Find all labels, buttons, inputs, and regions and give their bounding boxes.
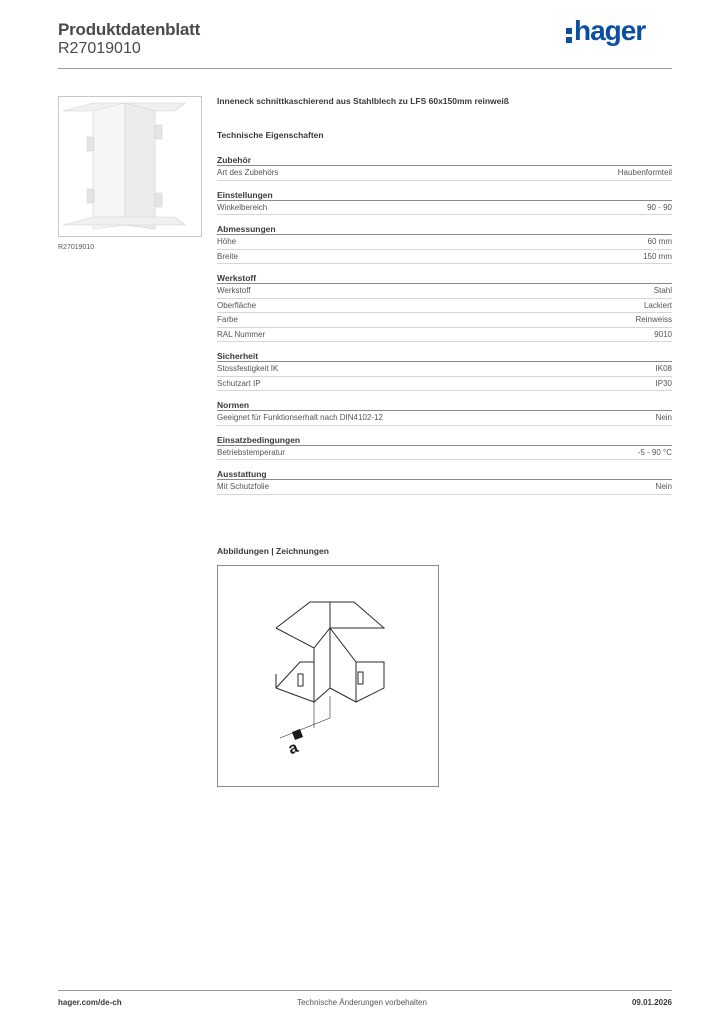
- spec-label: Oberfläche: [217, 300, 257, 310]
- spec-group-title: Einsatzbedingungen: [217, 434, 672, 446]
- spec-row: [217, 201, 672, 216]
- spec-group-title: Normen: [217, 399, 672, 411]
- spec-value: Nein: [655, 482, 672, 491]
- technical-drawing: [217, 565, 439, 787]
- spec-label: RAL Nummer: [217, 329, 266, 339]
- spec-group: [217, 434, 672, 461]
- spec-group: [217, 350, 672, 391]
- spec-row: [217, 284, 672, 299]
- spec-label: Betriebstemperatur: [217, 447, 286, 457]
- spec-row: [217, 362, 672, 377]
- spec-row: [217, 250, 672, 265]
- spec-row: [217, 328, 672, 343]
- spec-value: Lackiert: [643, 300, 672, 310]
- spec-label: Farbe: [217, 315, 238, 324]
- logo-wordmark: hager: [574, 15, 646, 46]
- spec-value: Reinweiss: [635, 315, 672, 324]
- spec-group-title: Werkstoff: [217, 272, 672, 284]
- spec-value: IK08: [655, 364, 672, 373]
- spec-row: [217, 235, 672, 250]
- spec-row: [217, 446, 672, 461]
- spec-value: 90 - 90: [647, 202, 672, 212]
- spec-label: Geeignet für Funktionserhalt nach DIN4102-12: [217, 413, 383, 422]
- product-reference: R27019010: [58, 40, 141, 57]
- footer-notice: Technische Änderungen vorbehalten: [297, 998, 427, 1007]
- spec-row: [217, 313, 672, 328]
- spec-value: Stahl: [653, 286, 672, 295]
- spec-label: Mit Schutzfolie: [217, 482, 270, 491]
- spec-label: Schutzart IP: [217, 378, 261, 388]
- spec-label: Breite: [217, 251, 238, 261]
- spec-row: [217, 299, 672, 314]
- spec-label: Werkstoff: [217, 286, 251, 295]
- spec-row: [217, 166, 672, 181]
- spec-value: Haubenformteil: [617, 168, 672, 177]
- header-divider: [58, 68, 672, 69]
- hager-logo[interactable]: [566, 14, 658, 48]
- spec-label: Art des Zubehörs: [217, 168, 279, 177]
- spec-value: -5 - 90 °C: [637, 447, 672, 457]
- spec-group-title: Einstellungen: [217, 189, 672, 201]
- spec-group: [217, 272, 672, 342]
- spec-value: IP30: [655, 378, 672, 388]
- spec-group-title: Ausstattung: [217, 468, 672, 480]
- specs-table: [217, 154, 672, 503]
- footer-website-link[interactable]: hager.com/de-ch: [58, 998, 122, 1007]
- specs-heading: Technische Eigenschaften: [217, 130, 324, 140]
- spec-group: [217, 223, 672, 264]
- figures-heading: Abbildungen | Zeichnungen: [217, 546, 329, 556]
- spec-group: [217, 189, 672, 216]
- spec-value: Nein: [655, 413, 672, 422]
- footer-divider: [58, 990, 672, 991]
- spec-group-title: Sicherheit: [217, 350, 672, 362]
- spec-group: [217, 154, 672, 181]
- product-photo-caption: R27019010: [58, 244, 95, 251]
- spec-group-title: Zubehör: [217, 154, 672, 166]
- spec-value: 150 mm: [643, 251, 672, 261]
- spec-label: Stossfestigkeit IK: [217, 364, 279, 373]
- dimension-label: a: [285, 739, 301, 759]
- spec-label: Winkelbereich: [217, 202, 268, 212]
- page-title: Produktdatenblatt: [58, 20, 201, 39]
- product-description: Inneneck schnittkaschierend aus Stahlblech zu LFS 60x150mm reinweiß: [217, 96, 509, 106]
- spec-group: [217, 468, 672, 495]
- spec-row: [217, 377, 672, 392]
- spec-row: [217, 411, 672, 426]
- product-photo-image: [59, 97, 201, 236]
- technical-drawing-image: [218, 566, 438, 786]
- spec-value: 60 mm: [647, 237, 672, 246]
- product-photo: [58, 96, 202, 237]
- footer-date: 09.01.2026: [631, 998, 672, 1007]
- spec-label: Höhe: [217, 237, 237, 246]
- spec-group: [217, 399, 672, 426]
- spec-value: 9010: [654, 329, 672, 339]
- logo-dots: [566, 24, 573, 46]
- spec-group-title: Abmessungen: [217, 223, 672, 235]
- spec-row: [217, 480, 672, 495]
